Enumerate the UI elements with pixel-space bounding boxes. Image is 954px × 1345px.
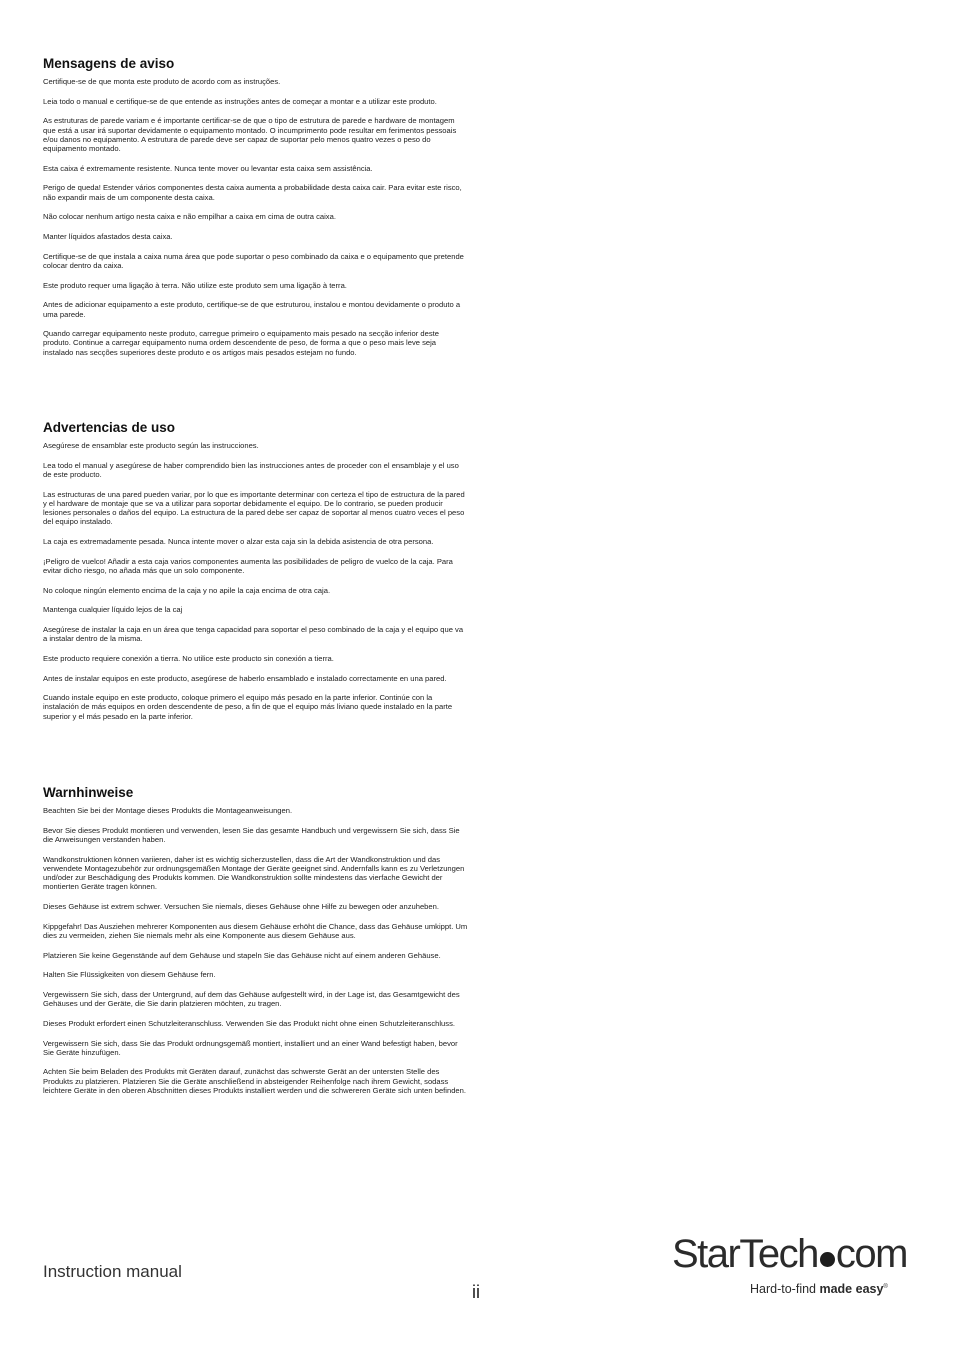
section-portuguese-warnings — [43, 56, 468, 367]
startech-logo — [672, 1232, 912, 1304]
section-heading: Warnhinweise — [43, 785, 134, 800]
section-spanish-warnings — [43, 420, 468, 731]
paragraph: Não colocar nenhum artigo nesta caixa e não empilhar a caixa em cima de outra caixa. — [43, 212, 336, 222]
logo-text-right: com — [835, 1232, 907, 1276]
logo-tagline — [750, 1282, 888, 1296]
paragraph: No coloque ningún elemento encima de la caja y no apile la caja encima de otra caja. — [43, 585, 331, 595]
paragraph: Asegúrese de ensamblar este producto según las instrucciones. — [43, 441, 259, 450]
paragraph: Vergewissern Sie sich, dass Sie das Produkt ordnungsgemäß montiert, installiert und an einer Wand befestigt haben, bevor Sie Geräte hinzufügen. — [43, 1038, 458, 1057]
registered-mark: ® — [883, 1283, 888, 1290]
paragraph: Quando carregar equipamento neste produto, carregue primeiro o equipamento mais pesado na secção inferior deste produto. Continue a carregar equipamento numa ordem descendente de peso, de forma a que o peso mais leve seja instalado nas secções superiores deste produto e os artigos mais pesados estejam no fundo. — [43, 329, 439, 357]
paragraph: Certifique-se de que instala a caixa numa área que pode suportar o peso combinado da caixa e o equipamento que pretende colocar dentro da caixa. — [43, 251, 464, 270]
logo-wordmark — [672, 1232, 907, 1276]
paragraph-list — [43, 77, 468, 357]
paragraph: Antes de instalar equipos en este producto, asegúrese de haberlo ensamblado e instalado correctamente en una pared. — [43, 673, 447, 683]
paragraph: Manter líquidos afastados desta caixa. — [43, 232, 173, 242]
paragraph: Cuando instale equipo en este producto, coloque primero el equipo más pesado en la parte inferior. Continúe con la instalación de más equipos en orden descendente de peso, a fin de que el equipo más liviano quede instalado en la parte superior y el más pesado en la parte inferior. — [43, 693, 453, 721]
section-german-warnings — [43, 785, 468, 1106]
paragraph: Certifique-se de que monta este produto de acordo com as instruções. — [43, 77, 281, 86]
paragraph: Esta caixa é extremamente resistente. Nunca tente mover ou levantar esta caixa sem assistência. — [43, 163, 373, 173]
paragraph: Leia todo o manual e certifique-se de que entende as instruções antes de começar a montar e a utilizar este produto. — [43, 96, 437, 106]
paragraph: Perigo de queda! Estender vários componentes desta caixa aumenta a probabilidade desta caixa cair. Para evitar este risco, não expandir mais de um componente desta caixa. — [43, 183, 462, 202]
paragraph: Mantenga cualquier líquido lejos de la caj — [43, 605, 183, 615]
page-number: ii — [472, 1282, 480, 1302]
section-heading: Mensagens de aviso — [43, 56, 175, 71]
paragraph: Wandkonstruktionen können variieren, daher ist es wichtig sicherzustellen, dass die Art der Wandkonstruktion und das verwendete Montagezubehör zur ordnungsgemäßen Montage der Geräte geeignet sind. Andernfalls kann es zu Verletzungen und/oder zur Beschädigung des Produkts kommen. Die Wandkonstruktion sollte mindestens das vierfache Gewicht der montierten Geräte tragen können. — [43, 854, 465, 892]
paragraph: Achten Sie beim Beladen des Produkts mit Geräten darauf, zunächst das schwerste Gerät an der untersten Stelle des Produkts zu platzieren. Platzieren Sie die Geräte anschließend in absteigender Reihenfolge nach ihrem Gewicht, sodass leichtere Geräte in den oberen Abschnitten dieses Produkts installiert werden und die schwereren Geräte sich unten befinden. — [43, 1067, 466, 1095]
paragraph-list — [43, 441, 468, 721]
paragraph: As estruturas de parede variam e é importante certificar-se de que o tipo de estrutura de parede e hardware de montagem que está a usar irá suportar devidamente o equipamento montado. O incumprimento pode resultar em ferimentos pessoais e/ou danos no equipamento. A estrutura de parede deve ser capaz de suportar pelo menos quatro vezes o peso do equipamento montado. — [43, 116, 457, 154]
paragraph: Este producto requiere conexión a tierra. No utilice este producto sin conexión a tierra. — [43, 653, 334, 663]
paragraph: Dieses Produkt erfordert einen Schutzleiteranschluss. Verwenden Sie das Produkt nicht ohne einen Schutzleiteranschluss. — [43, 1018, 455, 1028]
paragraph: Platzieren Sie keine Gegenstände auf dem Gehäuse und stapeln Sie das Gehäuse nicht auf einem anderen Gehäuse. — [43, 950, 441, 960]
paragraph: Este produto requer uma ligação à terra. Não utilize este produto sem uma ligação à terra. — [43, 280, 347, 290]
tagline-bold: made easy — [819, 1282, 884, 1296]
paragraph: Vergewissern Sie sich, dass der Untergrund, auf dem das Gehäuse aufgestellt wird, in der Lage ist, das Gesamtgewicht des Gehäuses und der Geräte, die Sie darin platzieren möchten, zu tragen. — [43, 989, 460, 1009]
paragraph: Las estructuras de una pared pueden variar, por lo que es importante determinar con certeza el tipo de estructura de la pared y el hardware de montaje que se va a utilizar para soportar debidamente el equipo. De lo contrario, se pueden producir lesiones personales o daños del equipo. La estructura de la pared debe ser capaz de soportar al menos cuatro veces el peso del equipo instalado. — [43, 489, 465, 527]
paragraph-list — [43, 806, 468, 1095]
logo-dot-icon — [820, 1252, 835, 1267]
paragraph: Halten Sie Flüssigkeiten von diesem Gehäuse fern. — [43, 970, 216, 980]
paragraph: La caja es extremadamente pesada. Nunca intente mover o alzar esta caja sin la debida asistencia de otra persona. — [43, 536, 434, 546]
tagline-normal: Hard-to-find — [750, 1282, 820, 1296]
paragraph: Lea todo el manual y asegúrese de haber comprendido bien las instrucciones antes de proceder con el ensamblaje y el uso de este producto. — [43, 460, 459, 479]
paragraph: Bevor Sie dieses Produkt montieren und verwenden, lesen Sie das gesamte Handbuch und vergewissern Sie sich, dass Sie die Anweisungen verstanden haben. — [43, 825, 460, 844]
paragraph: Asegúrese de instalar la caja en un área que tenga capacidad para soportar el peso combinado de la caja y el equipo que va a instalar dentro de la misma. — [43, 624, 464, 644]
section-heading: Advertencias de uso — [43, 420, 176, 435]
paragraph: Kippgefahr! Das Ausziehen mehrerer Komponenten aus diesem Gehäuse erhöht die Chance, dass das Gehäuse umkippt. Um dies zu vermeiden, ziehen Sie niemals mehr als eine Komponente aus diesem Gehäuse aus. — [43, 921, 468, 940]
paragraph: Antes de adicionar equipamento a este produto, certifique-se de que estruturou, instalou e montou devidamente o produto a uma parede. — [43, 300, 461, 319]
paragraph: Beachten Sie bei der Montage dieses Produkts die Montageanweisungen. — [43, 806, 293, 815]
paragraph: ¡Peligro de vuelco! Añadir a esta caja varios componentes aumenta las posibilidades de peligro de vuelco de la caja. Para evitar dicho riesgo, no añada más que un solo componente. — [43, 556, 453, 575]
footer-manual-title: Instruction manual — [43, 1262, 182, 1281]
logo-text-left: StarTech — [672, 1232, 818, 1276]
paragraph: Dieses Gehäuse ist extrem schwer. Versuchen Sie niemals, dieses Gehäuse ohne Hilfe zu bewegen oder anzuheben. — [43, 901, 439, 911]
